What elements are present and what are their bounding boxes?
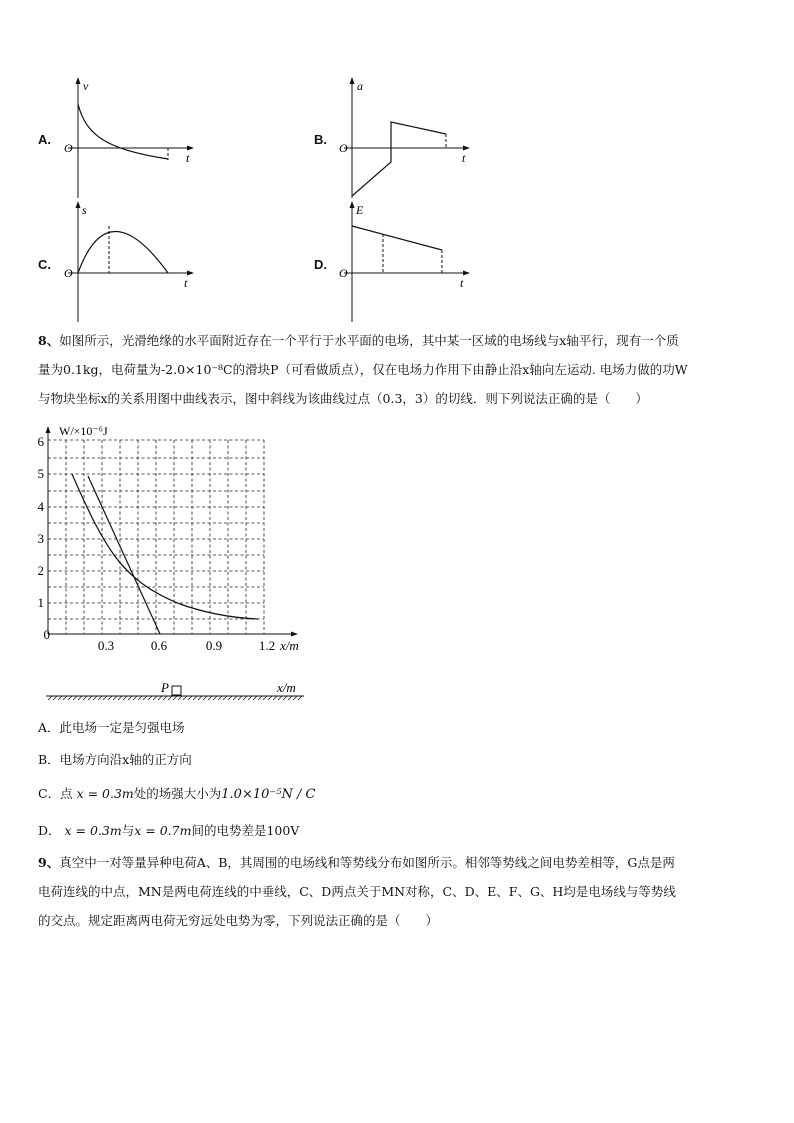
svg-text:0: 0 [43, 627, 50, 642]
svg-text:0.3: 0.3 [97, 638, 115, 653]
choice-c[interactable]: C．点 x = 0.3m处的场强大小为1.0×10⁻⁵N / C [38, 786, 316, 802]
axis-label-s: s [82, 203, 87, 217]
x-axis-label: x/m [280, 638, 299, 653]
work-position-graph [30, 420, 320, 710]
track-axis-label: x/m [277, 680, 296, 695]
curve-c [78, 232, 168, 274]
q9-text-line-1: 真空中一对等量异种电荷A、B，其周围的电场线和等势线分布如图所示。相邻等势线之间电势差相等，G点是两 [59, 855, 675, 870]
block-p-label: P [161, 680, 169, 695]
svg-text:3: 3 [37, 531, 44, 546]
q8-number: 8、 [38, 333, 60, 348]
origin-label: O [64, 141, 73, 155]
axis-label-t: t [460, 276, 464, 290]
axis-label-v: v [83, 79, 89, 93]
y-axis-label: W/×10⁻⁶J [59, 424, 108, 438]
q8-text-line-3: 与物块坐标x的关系用图中曲线表示，图中斜线为该曲线过点（0.3，3）的切线．则下列说法正确的是（ ） [38, 391, 648, 406]
origin-label: O [64, 266, 73, 280]
axis-label-e: E [356, 203, 364, 217]
option-a-label: A. [38, 132, 51, 147]
grid-dashed [48, 440, 264, 634]
graph-d-energy [336, 200, 476, 324]
curve-b [352, 122, 446, 196]
q8-text-line-2: 量为0.1kg，电荷量为-2.0×10⁻⁸C的滑块P（可看做质点），仅在电场力作用下由静止沿x轴向左运动. 电场力做的功W [38, 362, 688, 377]
block-p [172, 686, 181, 695]
choice-b[interactable]: B．电场方向沿x轴的正方向 [38, 752, 192, 767]
origin-label: O [339, 141, 348, 155]
axis-label-t: t [186, 151, 190, 165]
svg-text:5: 5 [37, 466, 44, 481]
q9-text-line-2: 电荷连线的中点，MN是两电荷连线的中垂线，C、D两点关于MN对称，C、D、E、F、G、H均是电场线与等势线 [38, 884, 676, 899]
choice-d[interactable]: D． x = 0.3m与x = 0.7m间的电势差是100V [38, 823, 300, 838]
option-d-label: D. [314, 257, 327, 272]
question-8-stem [38, 326, 760, 413]
q9-text-line-3: 的交点。规定距离两电荷无穷远处电势为零，下列说法正确的是（ ） [38, 913, 439, 928]
work-curve [72, 474, 258, 619]
axis-label-t: t [184, 276, 188, 290]
origin-label: O [339, 266, 348, 280]
q8-line-1 [38, 326, 760, 355]
svg-text:1: 1 [37, 595, 44, 610]
svg-text:4: 4 [37, 499, 44, 514]
q8-text-line-1: 如图所示，光滑绝缘的水平面附近存在一个平行于水平面的电场，其中某一区域的电场线与x轴平行，现有一个质 [59, 333, 679, 348]
question-9-stem [38, 848, 760, 935]
svg-text:0.9: 0.9 [205, 638, 223, 653]
option-b-label: B. [314, 132, 327, 147]
svg-text:0.6: 0.6 [150, 638, 168, 653]
axis-label-t: t [462, 151, 466, 165]
svg-text:1.2: 1.2 [258, 638, 276, 653]
choice-a[interactable]: A．此电场一定是匀强电场 [38, 720, 185, 735]
curve-d [352, 226, 442, 250]
x-tick-labels [98, 638, 275, 653]
curve-a [78, 104, 168, 159]
graph-a-velocity [60, 76, 200, 200]
track-hatching [48, 696, 302, 700]
axis-label-a: a [357, 79, 363, 93]
graph-c-displacement [60, 200, 200, 324]
q9-number: 9、 [38, 855, 60, 870]
svg-text:2: 2 [37, 563, 44, 578]
graph-b-acceleration [336, 76, 476, 200]
svg-text:6: 6 [37, 434, 44, 449]
q9-line-1 [38, 848, 760, 877]
option-c-label: C. [38, 257, 51, 272]
